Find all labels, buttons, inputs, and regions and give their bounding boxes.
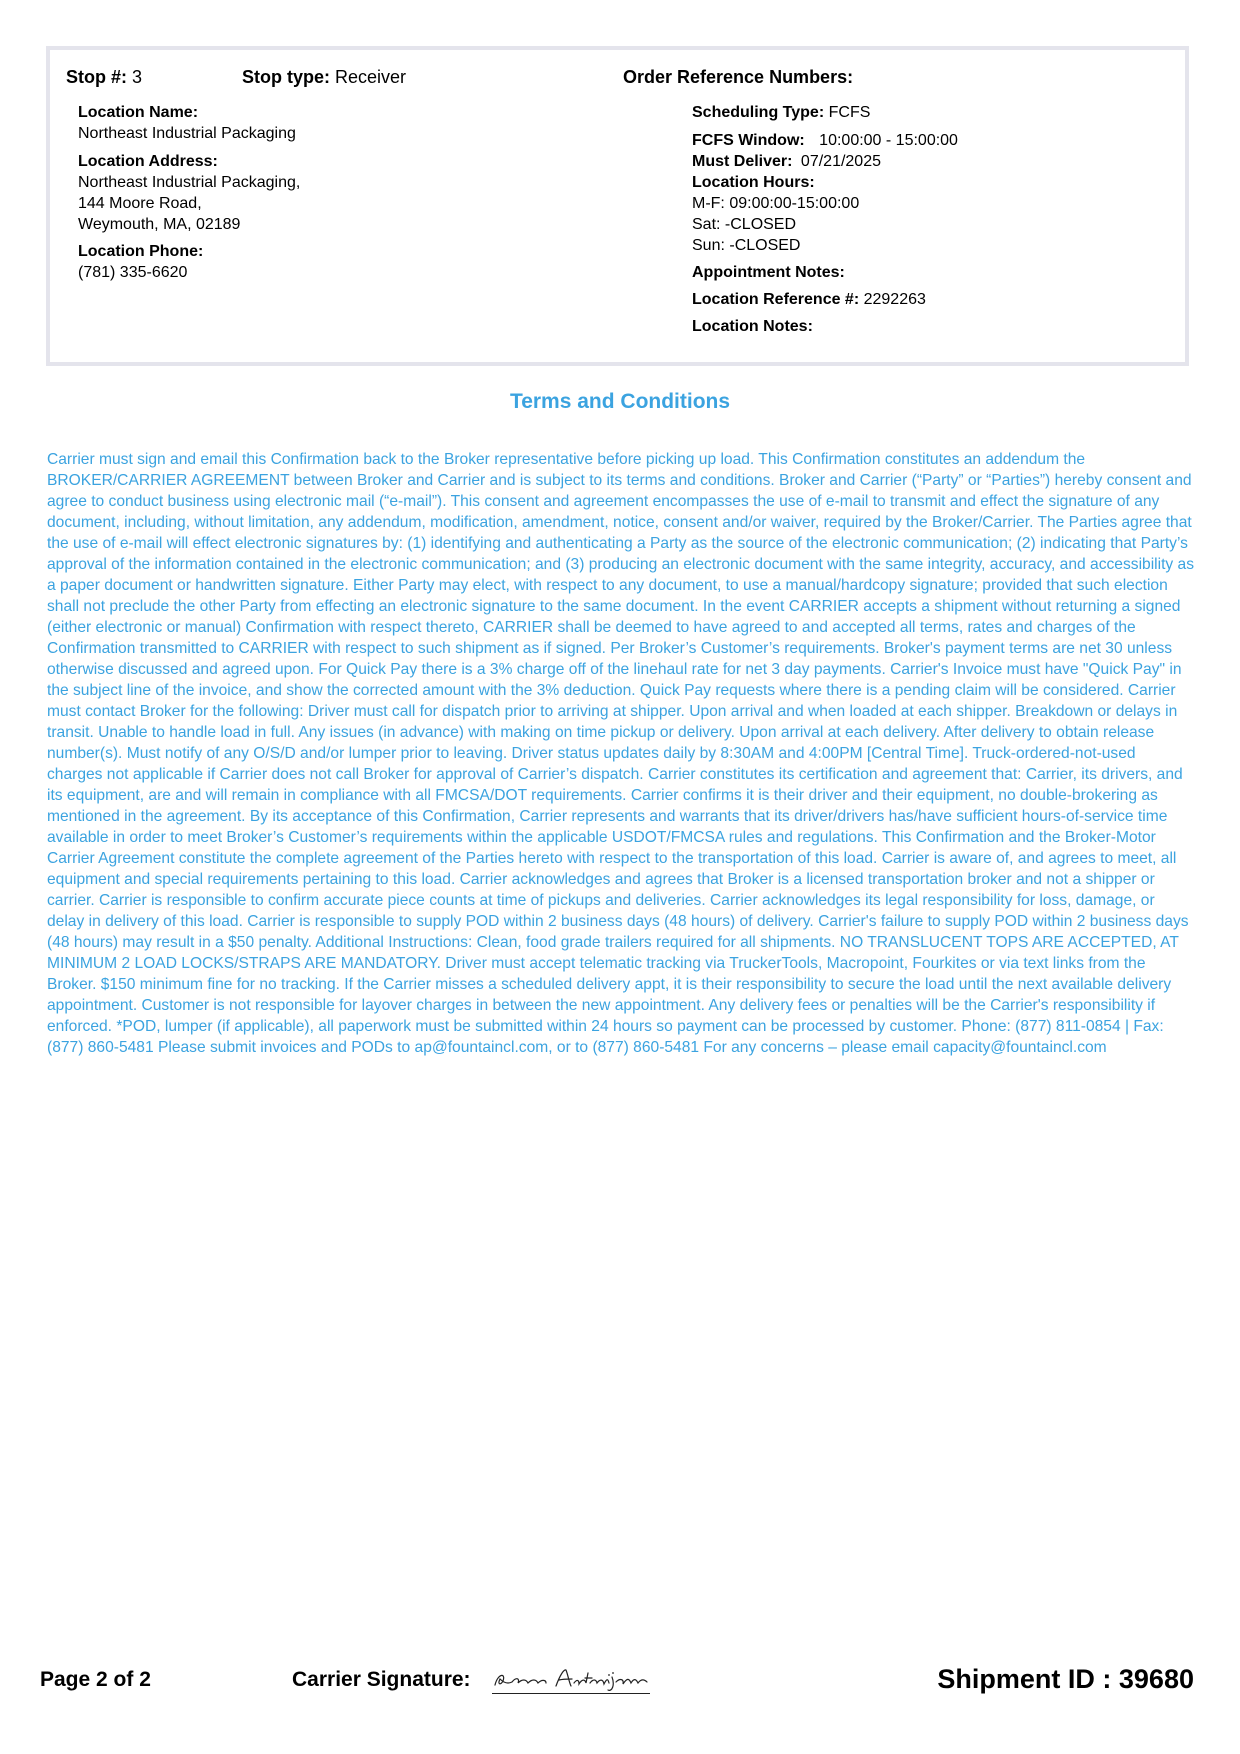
location-notes-label: Location Notes: — [692, 318, 813, 335]
terms-title: Terms and Conditions — [509, 390, 731, 413]
address-line-2: 144 Moore Road, — [78, 195, 202, 212]
location-reference-label: Location Reference #: — [692, 291, 860, 308]
stop-number — [66, 67, 142, 88]
must-deliver-label: Must Deliver: — [692, 153, 793, 170]
scheduling-type-value: FCFS — [828, 104, 871, 121]
stop-number-value: 3 — [132, 67, 143, 87]
location-reference-value: 2292263 — [863, 291, 926, 308]
scheduling-type-label: Scheduling Type: — [692, 104, 825, 121]
location-address-label: Location Address: — [78, 153, 218, 170]
terms-body: Carrier must sign and email this Confirmation back to the Broker representative before picking up load. This Confirmation constitutes an addendum the BROKER/CARRIER AGREEMENT between Broker and Carrier and is subject to its terms and conditions. Broker and Carrier (“Party” or “Parties”) hereby consent and agree to conduct business using electronic mail (“e-mail”). This consent and agreement encompasses the use of e-mail to transmit and effect the signature of any document, including, without limitation, any addendum, modification, amendment, notice, consent and/or waiver, required by the Broker/Carrier. The Parties agree that the use of e-mail will effect electronic signatures by: (1) identifying and authenticating a Party as the source of the electronic communication; (2) indicating that Party’s approval of the information contained in the electronic communication; and (3) producing an electronic document with the same integrity, accuracy, and accessibility as a paper document or handwritten signature. Either Party may elect, with respect to any document, to use a manual/hardcopy signature; provided that such election shall not preclude the other Party from effecting an electronic signature to the same document. In the event CARRIER accepts a shipment without returning a signed (either electronic or manual) Confirmation with respect thereto, CARRIER shall be deemed to have agreed to and accepted all terms, rates and charges of the Confirmation transmitted to CARRIER with respect to such shipment as if signed. Per Broker’s Customer’s requirements. Broker's payment terms are net 30 unless otherwise discussed and agreed upon. For Quick Pay there is a 3% charge off of the linehaul rate for net 3 day payments. Carrier's Invoice must have "Quick Pay" in the subject line of the invoice, and show the corrected amount with the 3% deduction. Quick Pay requests where there is a pending claim will be considered. Carrier must contact Broker for the following: Driver must call for dispatch prior to arriving at shipper. Upon arrival and when loaded at each shipper. Breakdown or delays in transit. Unable to handle load in full. Any issues (in advance) with making on time pickup or delivery. Upon arrival at each delivery. After delivery to obtain release number(s). Must notify of any O/S/D and/or lumper prior to leaving. Driver status updates daily by 8:30AM and 4:00PM [Central Time]. Truck-ordered-not-used charges not applicable if Carrier does not call Broker for approval of Carrier’s dispatch. Carrier constitutes its certification and agreement that: Carrier, its drivers, and its equipment, are and will remain in compliance with all FMCSA/DOT requirements. Carrier confirms it is their driver and their equipment, no double-brokering as mentioned in the agreement. By its acceptance of this Confirmation, Carrier represents and warrants that its driver/drivers has/have sufficient hours-of-service time available in order to meet Broker’s Customer’s requirements within the applicable USDOT/FMCSA rules and regulations. This Confirmation and the Broker-Motor Carrier Agreement constitute the complete agreement of the Parties hereto with respect to the transportation of this load. Carrier is aware of, and agrees to meet, all equipment and special requirements pertaining to this load. Carrier acknowledges and agrees that Broker is a licensed transportation broker and not a shipper or carrier. Carrier is responsible to confirm accurate piece counts at time of pickups and deliveries. Carrier acknowledges its legal responsibility for loss, damage, or delay in delivery of this load. Carrier is responsible to supply POD within 2 business days (48 hours) of delivery. Carrier's failure to supply POD within 2 business days (48 hours) may result in a $50 penalty. Additional Instructions: Clean, food grade trailers required for all shipments. NO TRANSLUCENT TOPS ARE ACCEPTED, AT MINIMUM 2 LOAD LOCKS/STRAPS ARE MANDATORY. Driver must accept telematic tracking via TruckerTools, Macropoint, Fourkites or via text links from the Broker. $150 minimum fine for no tracking. If the Carrier misses a scheduled delivery appt, it is their responsibility to secure the load until the next available delivery appointment. Customer is not responsible for layover charges in between the new appointment. Any delivery fees or penalties will be the Carrier's responsibility if enforced. *POD, lumper (if applicable), all paperwork must be submitted within 24 hours so payment can be processed by customer. Phone: (877) 811-0854 | Fax: (877) 860-5481 Please submit invoices and PODs to ap@fountaincl.com, or to (877) 860-5481 For any concerns – please email capacity@fountaincl.com — [47, 451, 1195, 1056]
stop-type — [242, 67, 406, 88]
scheduling-type — [692, 102, 870, 123]
location-phone-label: Location Phone: — [78, 243, 204, 260]
location-reference — [692, 289, 926, 310]
stop-type-label: Stop type: — [242, 67, 330, 87]
signature-scribble — [492, 1665, 650, 1693]
stop-number-label: Stop #: — [66, 67, 127, 87]
hours-weekdays: M-F: 09:00:00-15:00:00 — [692, 195, 860, 212]
page-number: Page 2 of 2 — [40, 1668, 151, 1691]
order-reference-label: Order Reference Numbers: — [623, 67, 854, 87]
fcfs-window-label: FCFS Window: — [692, 132, 805, 149]
hours-saturday: Sat: -CLOSED — [692, 216, 797, 233]
location-name-label: Location Name: — [78, 104, 199, 121]
must-deliver-value: 07/21/2025 — [800, 153, 881, 170]
location-name-value: Northeast Industrial Packaging — [78, 125, 296, 142]
appointment-notes-label: Appointment Notes: — [692, 264, 845, 281]
stop-type-value: Receiver — [335, 67, 407, 87]
fcfs-window-value: 10:00:00 - 15:00:00 — [819, 132, 958, 149]
location-phone-value: (781) 335-6620 — [78, 264, 188, 281]
shipment-id: Shipment ID : 39680 — [937, 1664, 1194, 1694]
fcfs-window — [692, 130, 958, 151]
carrier-signature — [492, 1665, 650, 1694]
location-hours-label: Location Hours: — [692, 174, 815, 191]
must-deliver — [692, 151, 881, 172]
address-line-1: Northeast Industrial Packaging, — [78, 174, 301, 191]
carrier-signature-label: Carrier Signature: — [292, 1668, 471, 1691]
address-line-3: Weymouth, MA, 02189 — [78, 216, 241, 233]
stop-details-box — [46, 46, 1189, 366]
hours-sunday: Sun: -CLOSED — [692, 237, 801, 254]
